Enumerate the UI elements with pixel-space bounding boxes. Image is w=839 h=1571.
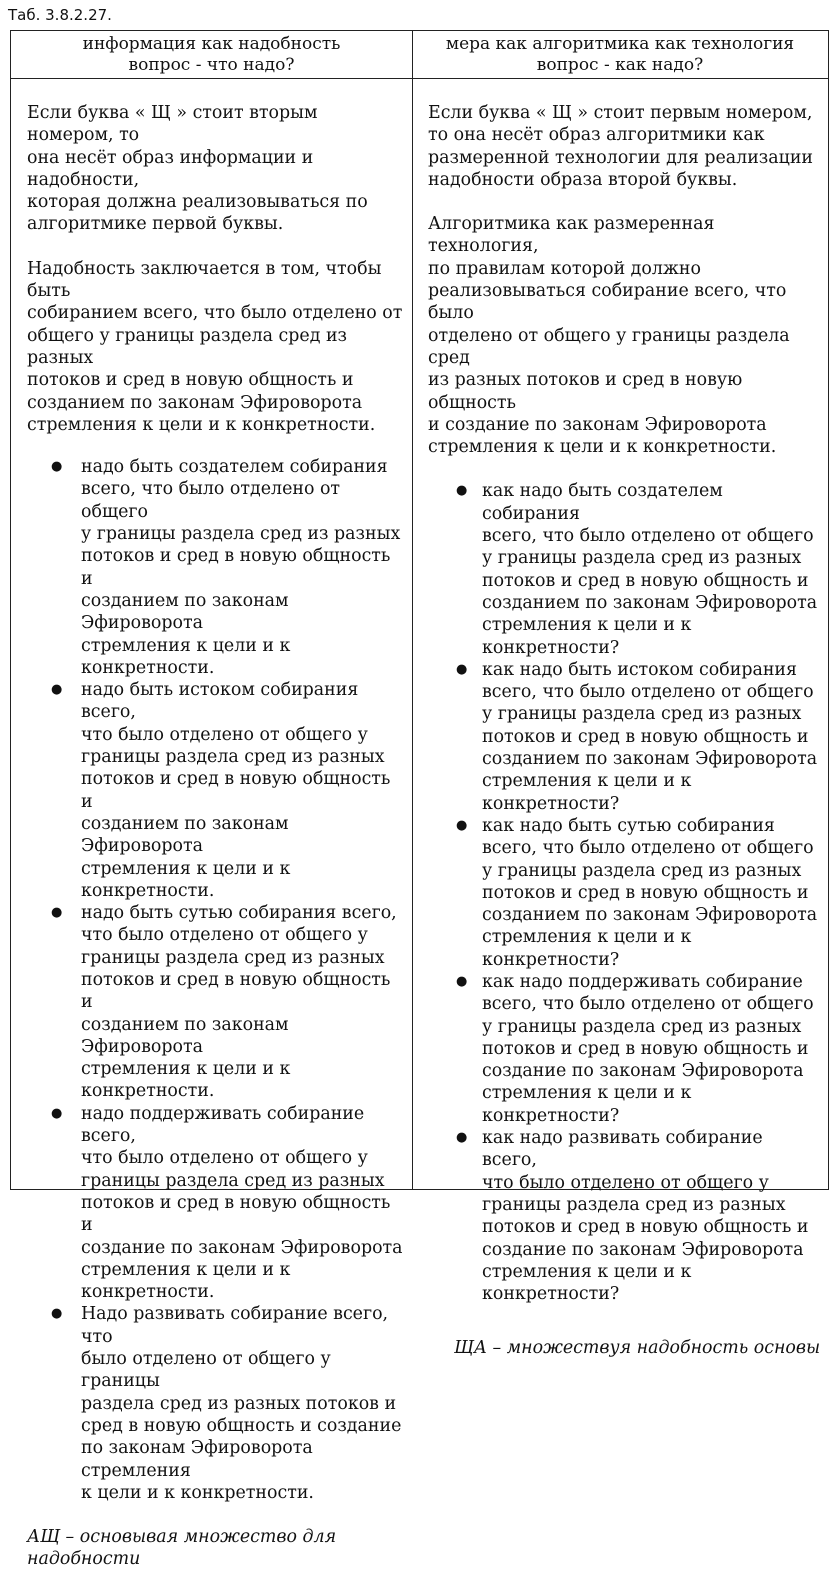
list-item: ● надо быть создателем собирания всего, что было отделено от общего у границы раздела сред из разных потоков и сред в новую общность и созданием по законам Эфироворота стремления к цели и к конкретности.: [51, 457, 401, 678]
right-footer: ЩА – множествуя надобность основы: [454, 1338, 821, 1359]
bullet-icon: ●: [51, 905, 63, 921]
list-item: ● Надо развивать собирание всего, что было отделено от общего у границы раздела сред из разных потоков и сред в новую общность и создание по законам Эфироворота стремления к цели и к конкретности.: [51, 1304, 402, 1503]
header-left: [11, 31, 412, 78]
bullet-icon: ●: [51, 1306, 63, 1322]
list-item: ● как надо поддерживать собирание всего, что было отделено от общего у границы раздела сред из разных потоков и сред в новую общность и создание по законам Эфироворота стремления к цели и к конкретности?: [456, 971, 814, 1126]
bullet-icon: ●: [51, 682, 63, 698]
left-column: [11, 78, 412, 1571]
left-footer: АЩ – основывая множество для надобности: [27, 1527, 337, 1570]
bullet-icon: ●: [51, 1105, 63, 1121]
right-column: [412, 78, 828, 1360]
bullet-icon: ●: [456, 817, 468, 833]
table-caption: Таб. 3.8.2.27.: [8, 6, 112, 24]
bullet-icon: ●: [51, 459, 63, 475]
right-bullet-list: [428, 480, 822, 1305]
bullet-icon: ●: [456, 1130, 468, 1146]
list-item: ● надо быть истоком собирания всего, что было отделено от общего у границы раздела сред из разных потоков и сред в новую общность и созданием по законам Эфироворота стремления к цели и к конкретности.: [51, 680, 391, 901]
left-bullet-list: [27, 456, 404, 1504]
left-paragraph: Надобность заключается в том, чтобы быть собиранием всего, что было отделено от общего у границы раздела сред из разных потоков и сред в новую общность и созданием по законам Эфироворота стремления к цели и к конкретности.: [27, 258, 403, 435]
list-item: ● как надо быть сутью собирания всего, что было отделено от общего у границы раздела сред из разных потоков и сред в новую общность и созданием по законам Эфироворота стремления к цели и к конкретности?: [456, 815, 818, 970]
list-item: ● как надо развивать собирание всего, что было отделено от общего у границы раздела сред из разных потоков и сред в новую общность и создание по законам Эфироворота стремления к цели и к конкретности?: [456, 1128, 809, 1305]
header-right-line: вопрос - как надо?: [536, 55, 704, 75]
header-left-line: информация как надобность: [82, 34, 341, 54]
list-item: ● надо быть сутью собирания всего, что было отделено от общего у границы раздела сред из разных потоков и сред в новую общность и созданием по законам Эфироворота стремления к цели и к конкретности.: [51, 903, 397, 1102]
comparison-table: [10, 30, 829, 1570]
bullet-icon: ●: [456, 661, 468, 677]
header-left-line: вопрос - что надо?: [128, 55, 295, 75]
bullet-icon: ●: [456, 973, 468, 989]
bullet-icon: ●: [456, 483, 468, 499]
right-intro: Если буква « Щ » стоит первым номером, то она несёт образ алгоритмики как размеренной технологии для реализации надобности образа второй буквы.: [428, 103, 814, 190]
right-paragraph: Алгоритмика как размеренная технология, по правилам которой должно реализовываться собирание всего, что было отделено от общего у границы раздела сред из разных потоков и сред в новую общность и создание по законам Эфироворота стремления к цели и к конкретности.: [428, 214, 790, 458]
list-item: ● как надо быть истоком собирания всего, что было отделено от общего у границы раздела сред из разных потоков и сред в новую общность и созданием по законам Эфироворота стремления к цели и к конкретности?: [456, 659, 818, 814]
list-item: ● надо поддерживать собирание всего, что было отделено от общего у границы раздела сред из разных потоков и сред в новую общность и создание по законам Эфироворота стремления к цели и к конкретности.: [51, 1103, 403, 1303]
header-right: [412, 31, 828, 78]
left-intro: Если буква « Щ » стоит вторым номером, то она несёт образ информации и надобности, которая должна реализовываться по алгоритмике первой буквы.: [27, 103, 368, 235]
list-item: ● как надо быть создателем собирания всего, что было отделено от общего у границы раздела сред из разных потоков и сред в новую общность и созданием по законам Эфироворота стремления к цели и к конкретности?: [456, 481, 818, 658]
header-right-line: мера как алгоритмика как технология: [445, 34, 795, 54]
